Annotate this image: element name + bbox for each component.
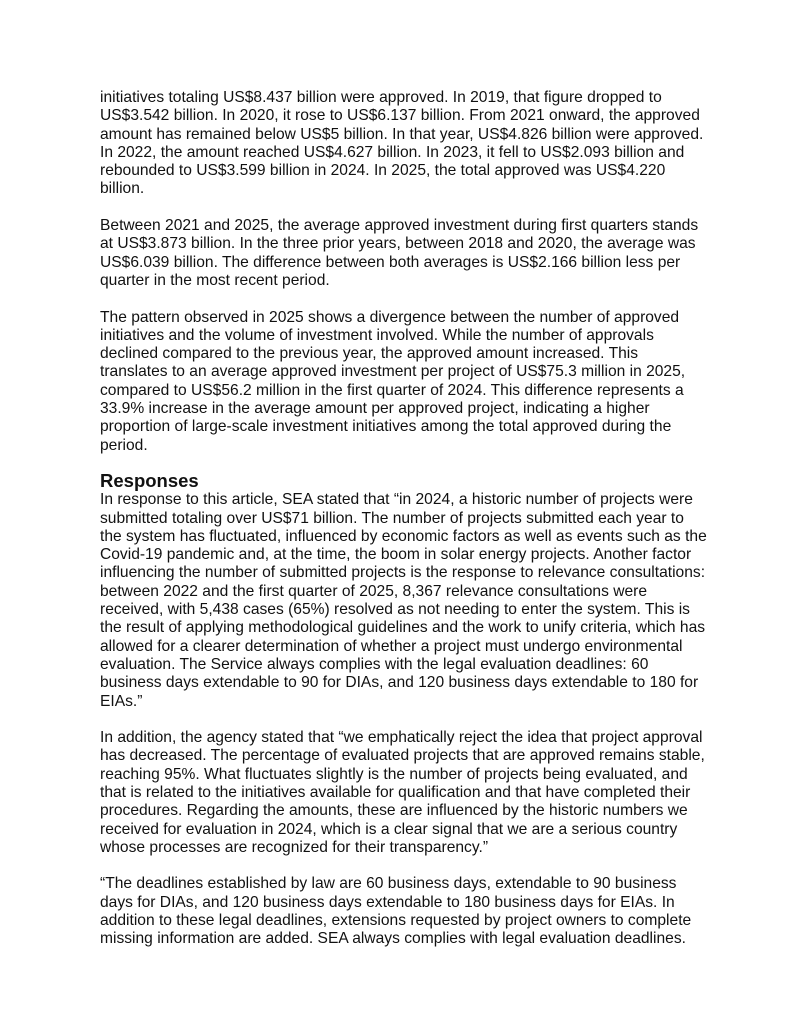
paragraph: [100, 309, 720, 455]
text-line: the system has fluctuated, influenced by economic factors as well as events such as the: [100, 527, 707, 545]
paragraph: [100, 875, 720, 948]
text-line: billion.: [100, 180, 145, 198]
text-line: 33.9% increase in the average amount per approved project, indicating a higher: [100, 400, 650, 418]
text-line: evaluation. The Service always complies with the legal evaluation deadlines: 60: [100, 655, 649, 673]
text-line: In addition, the agency stated that “we emphatically reject the idea that project approval: [100, 729, 703, 747]
text-line: translates to an average approved investment per project of US$75.3 million in 2025,: [100, 363, 686, 381]
text-line: procedures. Regarding the amounts, these are influenced by the historic numbers we: [100, 802, 688, 820]
section-responses: [100, 491, 720, 948]
section-investment: [100, 89, 720, 455]
document-body: [100, 89, 720, 967]
text-line: proportion of large-scale investment initiatives among the total approved during the: [100, 418, 672, 436]
paragraph: [100, 729, 720, 857]
text-line: has decreased. The percentage of evaluated projects that are approved remains stable,: [100, 747, 705, 765]
text-line: The pattern observed in 2025 shows a divergence between the number of approved: [100, 308, 680, 326]
text-line: “The deadlines established by law are 60 business days, extendable to 90 business: [100, 875, 677, 893]
text-line: rebounded to US$3.599 billion in 2024. In 2025, the total approved was US$4.220: [100, 162, 666, 180]
text-line: initiatives and the volume of investment involved. While the number of approvals: [100, 326, 654, 344]
paragraph: [100, 491, 720, 711]
text-line: initiatives totaling US$8.437 billion were approved. In 2019, that figure dropped to: [100, 89, 662, 106]
text-line: addition to these legal deadlines, extensions requested by project owners to complete: [100, 912, 692, 930]
text-line: between 2022 and the first quarter of 2025, 8,367 relevance consultations were: [100, 582, 648, 600]
text-line: business days extendable to 90 for DIAs, and 120 business days extendable to 180 for: [100, 674, 699, 692]
text-line: In response to this article, SEA stated that “in 2024, a historic number of projects were: [100, 491, 693, 509]
section-heading: Responses: [100, 470, 199, 492]
text-line: quarter in the most recent period.: [100, 271, 330, 289]
text-line: the result of applying methodological guidelines and the work to unify criteria, which has: [100, 619, 706, 637]
text-line: received for evaluation in 2024, which is a clear signal that we are a serious country: [100, 820, 678, 838]
text-line: days for DIAs, and 120 business days extendable to 180 business days for EIAs. In: [100, 893, 675, 911]
text-line: compared to US$56.2 million in the first quarter of 2024. This difference represents a: [100, 381, 684, 399]
text-line: that is related to the initiatives available for qualification and that have completed their: [100, 783, 691, 801]
text-line: missing information are added. SEA always complies with legal evaluation deadlines.: [100, 930, 686, 948]
text-line: whose processes are recognized for their transparency.”: [100, 838, 489, 856]
text-line: declined compared to the previous year, the approved amount increased. This: [100, 345, 639, 363]
text-line: In 2022, the amount reached US$4.627 billion. In 2023, it fell to US$2.093 billion and: [100, 143, 685, 161]
paragraph: [100, 217, 720, 290]
text-line: at US$3.873 billion. In the three prior years, between 2018 and 2020, the average was: [100, 235, 696, 253]
text-line: US$6.039 billion. The difference between both averages is US$2.166 billion less per: [100, 253, 681, 271]
text-line: received, with 5,438 cases (65%) resolved as not needing to enter the system. This is: [100, 601, 690, 619]
text-line: submitted totaling over US$71 billion. The number of projects submitted each year to: [100, 509, 684, 527]
text-line: period.: [100, 436, 148, 454]
text-line: Between 2021 and 2025, the average approved investment during first quarters stands: [100, 217, 699, 235]
text-line: Covid-19 pandemic and, at the time, the boom in solar energy projects. Another factor: [100, 546, 692, 564]
text-line: amount has remained below US$5 billion. In that year, US$4.826 billion were approved.: [100, 125, 704, 143]
text-line: influencing the number of submitted projects is the response to relevance consultations:: [100, 564, 706, 582]
paragraph: [100, 89, 720, 199]
text-line: US$3.542 billion. In 2020, it rose to US$6.137 billion. From 2021 onward, the approved: [100, 107, 700, 125]
text-line: allowed for a clearer determination of whether a project must undergo environmental: [100, 637, 683, 655]
text-line: EIAs.”: [100, 692, 143, 710]
text-line: reaching 95%. What fluctuates slightly is the number of projects being evaluated, and: [100, 765, 688, 783]
